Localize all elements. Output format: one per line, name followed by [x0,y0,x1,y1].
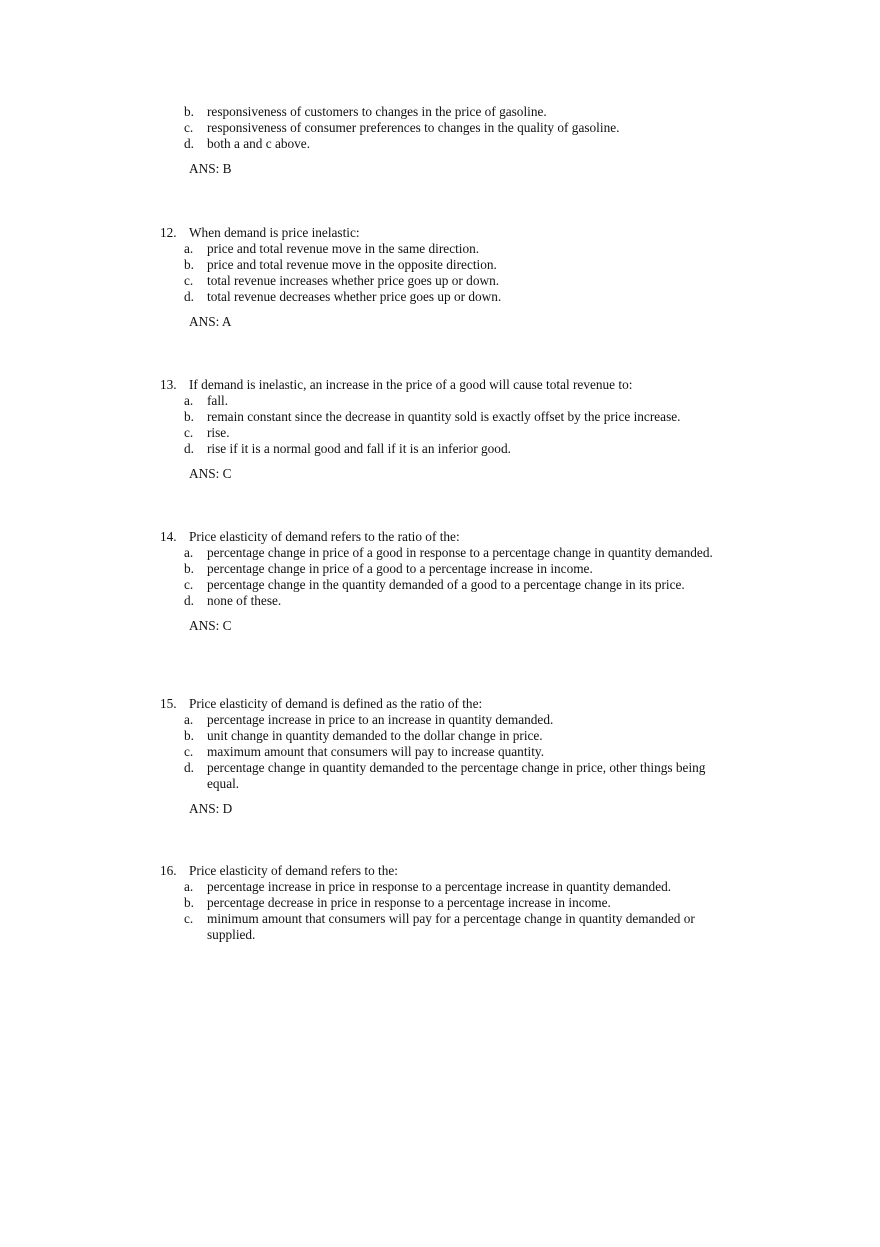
option-letter: a. [184,879,194,894]
option-b [160,104,720,120]
answer-key: ANS: A [189,314,232,329]
option-a [160,879,720,895]
option-letter: a. [184,241,194,256]
option-c [160,273,720,289]
option-letter: c. [184,911,194,926]
question-15 [160,696,720,817]
option-text: both a and c above. [207,136,311,151]
option-b [160,561,720,577]
option-letter: b. [184,409,194,424]
option-b [160,409,720,425]
option-b [160,728,720,744]
option-letter: c. [184,273,194,288]
option-text: percentage change in the quantity demanded of a good to a percentage change in its price. [207,577,685,592]
option-letter: c. [184,120,194,135]
option-letter: d. [184,593,194,608]
option-c [160,744,720,760]
option-c [160,120,720,136]
option-b [160,895,720,911]
option-a [160,241,720,257]
question-number: 12. [160,225,177,240]
question-stem [160,529,720,545]
option-text: rise if it is a normal good and fall if it is an inferior good. [207,441,511,456]
question-stem [160,225,720,241]
option-b [160,257,720,273]
question-stem [160,696,720,712]
option-letter: b. [184,561,194,576]
question-text: Price elasticity of demand is defined as the ratio of the: [189,696,483,711]
question-11-continuation [160,104,720,177]
question-number: 14. [160,529,177,544]
question-number: 13. [160,377,177,392]
option-text: percentage change in quantity demanded to the percentage change in price, other things being equal. [207,760,706,791]
question-stem [160,863,720,879]
question-number: 16. [160,863,177,878]
option-text: none of these. [207,593,282,608]
option-text: unit change in quantity demanded to the dollar change in price. [207,728,543,743]
option-d [160,441,720,457]
option-text: percentage increase in price in response to a percentage increase in quantity demanded. [207,879,672,894]
option-letter: d. [184,289,194,304]
option-letter: b. [184,104,194,119]
answer-key: ANS: C [189,466,232,481]
option-text: percentage change in price of a good to a percentage increase in income. [207,561,593,576]
option-letter: c. [184,744,194,759]
option-text: rise. [207,425,230,440]
answer-key: ANS: D [189,801,233,816]
option-text: percentage increase in price to an increase in quantity demanded. [207,712,554,727]
option-text: price and total revenue move in the same direction. [207,241,480,256]
question-16 [160,863,720,943]
question-14 [160,529,720,634]
option-text: minimum amount that consumers will pay for a percentage change in quantity demanded or supplied. [207,911,695,942]
option-text: price and total revenue move in the opposite direction. [207,257,497,272]
question-text: If demand is inelastic, an increase in the price of a good will cause total revenue to: [189,377,633,392]
option-d [160,593,720,609]
option-letter: d. [184,441,194,456]
option-d [160,136,720,152]
option-letter: b. [184,895,194,910]
option-a [160,393,720,409]
option-text: total revenue decreases whether price goes up or down. [207,289,502,304]
option-letter: d. [184,760,194,775]
option-letter: a. [184,393,194,408]
option-letter: a. [184,712,194,727]
option-text: total revenue increases whether price goes up or down. [207,273,500,288]
question-text: Price elasticity of demand refers to the ratio of the: [189,529,460,544]
option-letter: c. [184,425,194,440]
question-12 [160,225,720,330]
option-d [160,760,720,792]
answer-key: ANS: B [189,161,232,176]
option-c [160,911,720,943]
answer-key: ANS: C [189,618,232,633]
option-d [160,289,720,305]
option-text: remain constant since the decrease in quantity sold is exactly offset by the price increase. [207,409,681,424]
option-text: percentage decrease in price in response to a percentage increase in income. [207,895,611,910]
option-letter: a. [184,545,194,560]
option-text: fall. [207,393,229,408]
option-letter: b. [184,728,194,743]
option-text: percentage change in price of a good in response to a percentage change in quantity demanded. [207,545,713,560]
option-letter: d. [184,136,194,151]
option-text: responsiveness of customers to changes in the price of gasoline. [207,104,547,119]
question-text: When demand is price inelastic: [189,225,360,240]
question-13 [160,377,720,482]
option-c [160,577,720,593]
option-letter: c. [184,577,194,592]
option-text: responsiveness of consumer preferences to changes in the quality of gasoline. [207,120,620,135]
question-text: Price elasticity of demand refers to the: [189,863,398,878]
option-a [160,712,720,728]
option-text: maximum amount that consumers will pay to increase quantity. [207,744,545,759]
option-letter: b. [184,257,194,272]
question-stem [160,377,720,393]
option-a [160,545,720,561]
option-c [160,425,720,441]
question-number: 15. [160,696,177,711]
